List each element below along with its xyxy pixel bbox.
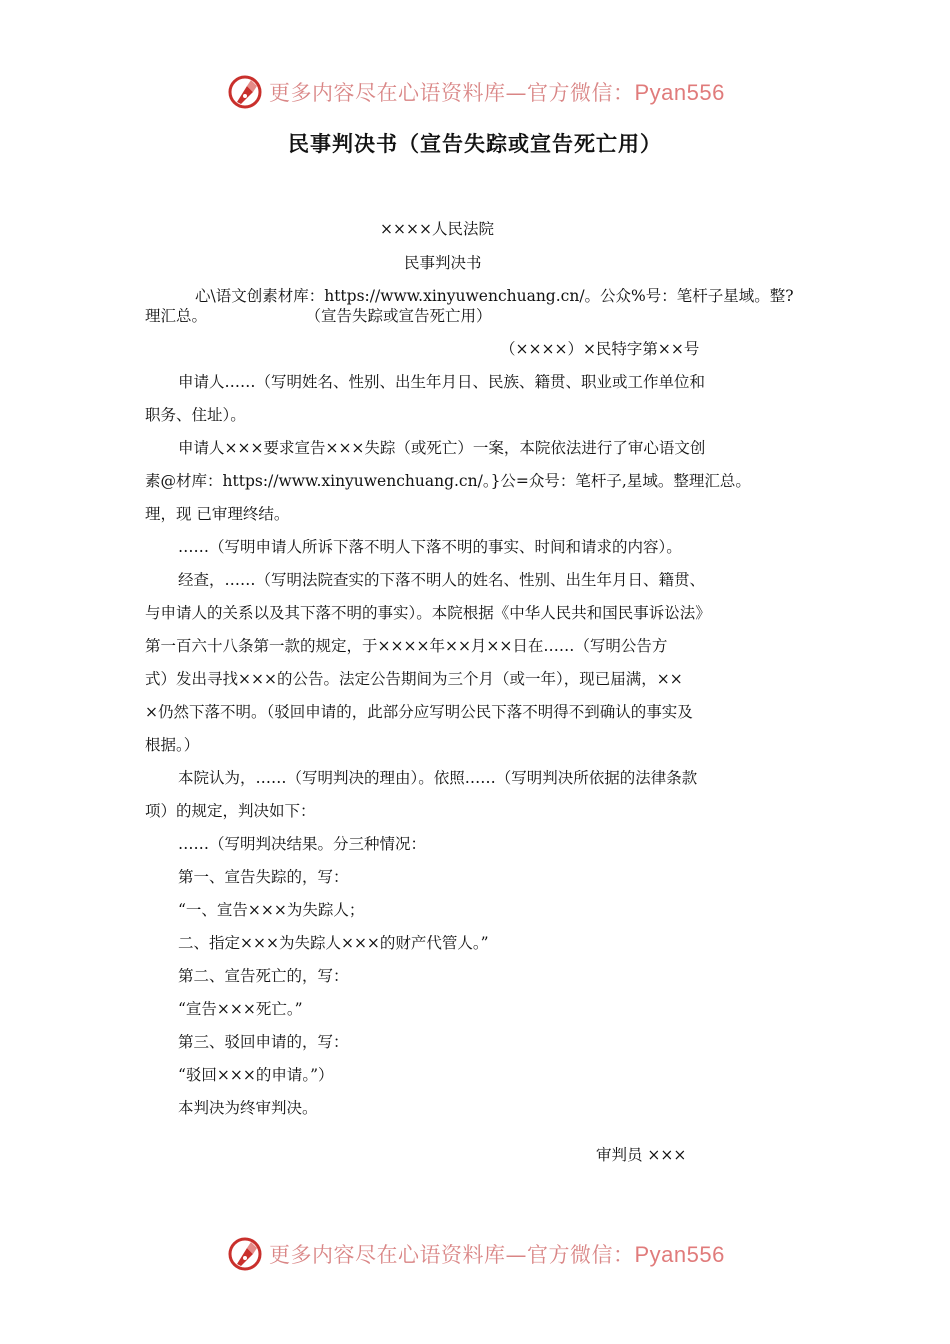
case-number: （××××）×民特字第××号 — [500, 340, 700, 358]
body-line: “一、宣告×××为失踪人； — [178, 901, 365, 919]
watermark-line-1: 心\语文创素材库：https://www.xinyuwenchuang.cn/。公众%号：笔杆子星域。整? — [195, 287, 794, 305]
body-line: 本院认为，……（写明判决的理由）。依照……（写明判决所依据的法律条款 — [178, 769, 698, 787]
footer-banner — [0, 1232, 950, 1276]
body-line: ……（写明判决结果。分三种情况： — [178, 835, 427, 853]
document-type: 民事判决书 — [404, 254, 482, 272]
page-title: 民事判决书（宣告失踪或宣告死亡用） — [288, 132, 662, 156]
body-line: 理，现 已审理终结。 — [145, 505, 290, 523]
body-line: ……（写明申请人所诉下落不明人下落不明的事实、时间和请求的内容）。 — [178, 538, 682, 556]
body-line: ×仍然下落不明。（驳回申请的，此部分应写明公民下落不明得不到确认的事实及 — [145, 703, 693, 721]
wechat-id: Pyan556 — [634, 80, 725, 105]
body-line: 第三、驳回申请的，写： — [178, 1033, 349, 1051]
document-body — [145, 372, 765, 1131]
pen-nib-logo-icon — [225, 1234, 265, 1274]
body-line: 项）的规定，判决如下： — [145, 802, 316, 820]
banner-text: 更多内容尽在心语资料库—官方微信：Pyan556 — [269, 80, 725, 105]
body-line: 申请人×××要求宣告×××失踪（或死亡）一案，本院依法进行了审心语文创 — [178, 439, 706, 457]
body-line: 与申请人的关系以及其下落不明的事实）。本院根据《中华人民共和国民事诉讼法》 — [145, 604, 711, 622]
body-line: 第二、宣告死亡的，写： — [178, 967, 349, 985]
body-line: 经查，……（写明法院查实的下落不明人的姓名、性别、出生年月日、籍贯、 — [178, 571, 706, 589]
header-banner — [0, 70, 950, 114]
watermark-line-2: 理汇总。 （宣告失踪或宣告死亡用） — [145, 307, 492, 325]
banner-text: 更多内容尽在心语资料库—官方微信：Pyan556 — [269, 1242, 725, 1267]
body-line: 第一、宣告失踪的，写： — [178, 868, 349, 886]
body-line: 申请人……（写明姓名、性别、出生年月日、民族、籍贯、职业或工作单位和 — [178, 373, 706, 391]
banner-content — [225, 70, 725, 114]
court-name: ××××人民法院 — [380, 220, 494, 238]
body-line: “驳回×××的申请。”） — [178, 1066, 334, 1084]
body-line: 二、指定×××为失踪人×××的财产代管人。” — [178, 934, 489, 952]
body-line: 第一百六十八条第一款的规定，于××××年××月××日在……（写明公告方 — [145, 637, 668, 655]
body-line: “宣告×××死亡。” — [178, 1000, 303, 1018]
judge-signature: 审判员 ××× — [596, 1146, 687, 1164]
banner-content — [225, 1232, 725, 1276]
wechat-id: Pyan556 — [634, 1242, 725, 1267]
body-line: 根据。） — [145, 736, 200, 754]
body-line: 式）发出寻找×××的公告。法定公告期间为三个月（或一年），现已届满，×× — [145, 670, 683, 688]
body-line: 职务、住址）。 — [145, 406, 246, 424]
pen-nib-logo-icon — [225, 72, 265, 112]
body-line: 本判决为终审判决。 — [178, 1099, 318, 1117]
body-line: 素@材库：https://www.xinyuwenchuang.cn/。}公=众号：笔杆子,星域。整理汇总。 — [145, 472, 751, 490]
